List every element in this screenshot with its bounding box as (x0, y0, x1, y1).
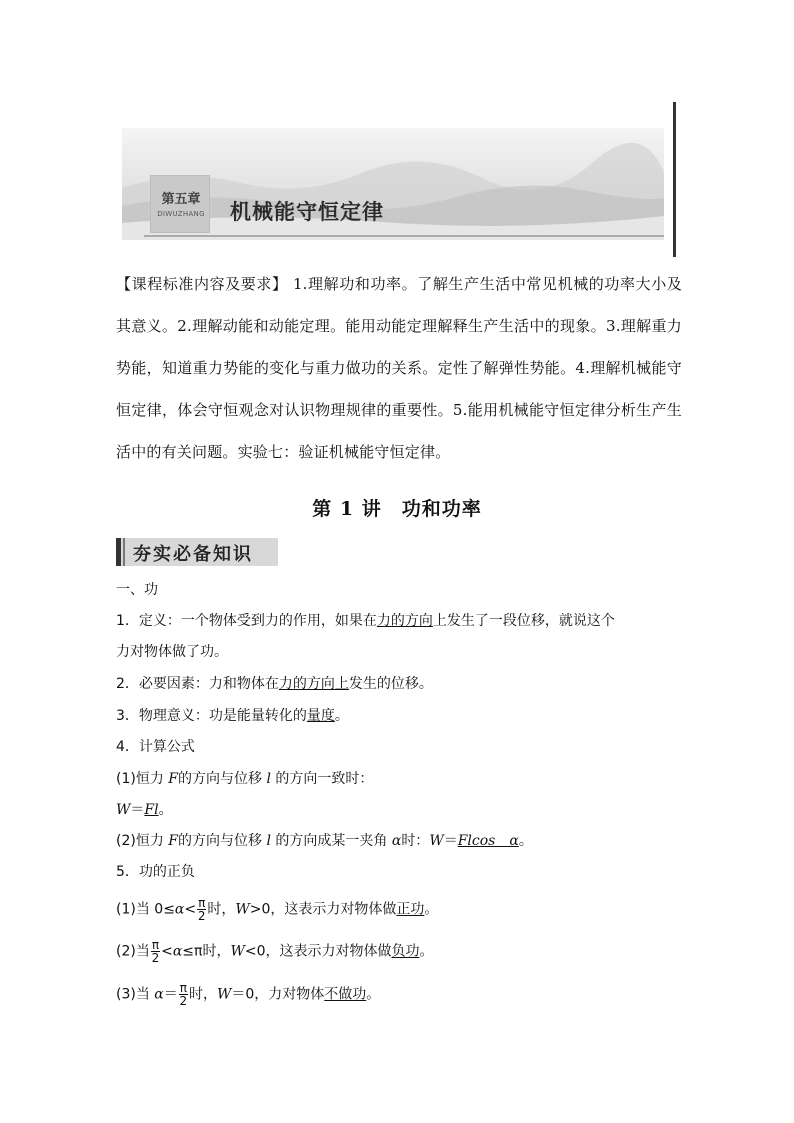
course-standard-tag: 【课程标准内容及要求】 (116, 275, 288, 293)
chapter-label: 第五章 (161, 192, 201, 207)
course-standard-paragraph (116, 263, 682, 473)
course-standard-text: 1.理解功和功率。了解生产生活中常见机械的功率大小及其意义。2.理解动能和动能定理。能用动能定理解释生产生活中的现象。3.理解重力势能，知道重力势能的变化与重力做功的关系。定性了解弹性势能。4.理解机械能守恒定律，体会守恒观念对认识物理规律的重要性。5.能用机械能守恒定律分析生产生活中的有关问题。实验七：验证机械能守恒定律。 (116, 275, 682, 461)
chapter-pinyin: DIWUZHANG (157, 210, 205, 218)
chapter-title: 机械能守恒定律 (230, 200, 384, 224)
pi-over-2-fraction: $\frac{\pi}{2}$ (197, 896, 206, 923)
formula-heading: 4．计算公式 (116, 739, 195, 755)
section-title: 夯实必备知识 (133, 544, 253, 565)
banner-edge-bar (673, 102, 676, 257)
heading-work: 一、功 (116, 582, 158, 598)
physical-meaning: 3．物理意义：功是能量转化的量度。 (116, 708, 349, 724)
pi-over-2-fraction: $\frac{\pi}{2}$ (151, 938, 160, 965)
lecture-title: 第 1 讲 功和功率 (312, 498, 482, 520)
pi-over-2-fraction: $\frac{\pi}{2}$ (179, 981, 188, 1008)
sign-heading: 5．功的正负 (116, 864, 195, 880)
sign-case-1: (1)当 0≤α< $\frac{\pi}{2}$ 时，W>0，这表示力对物体做正功。 (116, 896, 439, 923)
banner-divider (144, 235, 664, 237)
sign-case-2: (2)当 $\frac{\pi}{2}$ <α≤π时，W<0，这表示力对物体做负功。 (116, 938, 434, 965)
formula-case-1: (1)恒力 F的方向与位移 l 的方向一致时： (116, 771, 374, 787)
definition-line-1: 1．定义：一个物体受到力的作用，如果在力的方向上发生了一段位移，就说这个 (116, 613, 615, 629)
necessary-factors: 2．必要因素：力和物体在力的方向上发生的位移。 (116, 676, 433, 692)
section-header (116, 538, 278, 566)
chapter-banner (122, 128, 664, 240)
sign-case-3: (3)当 α＝ $\frac{\pi}{2}$ 时，W＝0，力对物体不做功。 (116, 981, 381, 1008)
definition-line-2: 力对物体做了功。 (116, 644, 228, 660)
formula-case-2: (2)恒力 F的方向与位移 l 的方向成某一夹角 α时：W＝Flcos α。 (116, 833, 533, 849)
section-marker (116, 538, 121, 566)
section-marker-thin (123, 538, 125, 566)
chapter-badge (150, 175, 210, 233)
formula-1: W＝Fl。 (116, 802, 173, 818)
